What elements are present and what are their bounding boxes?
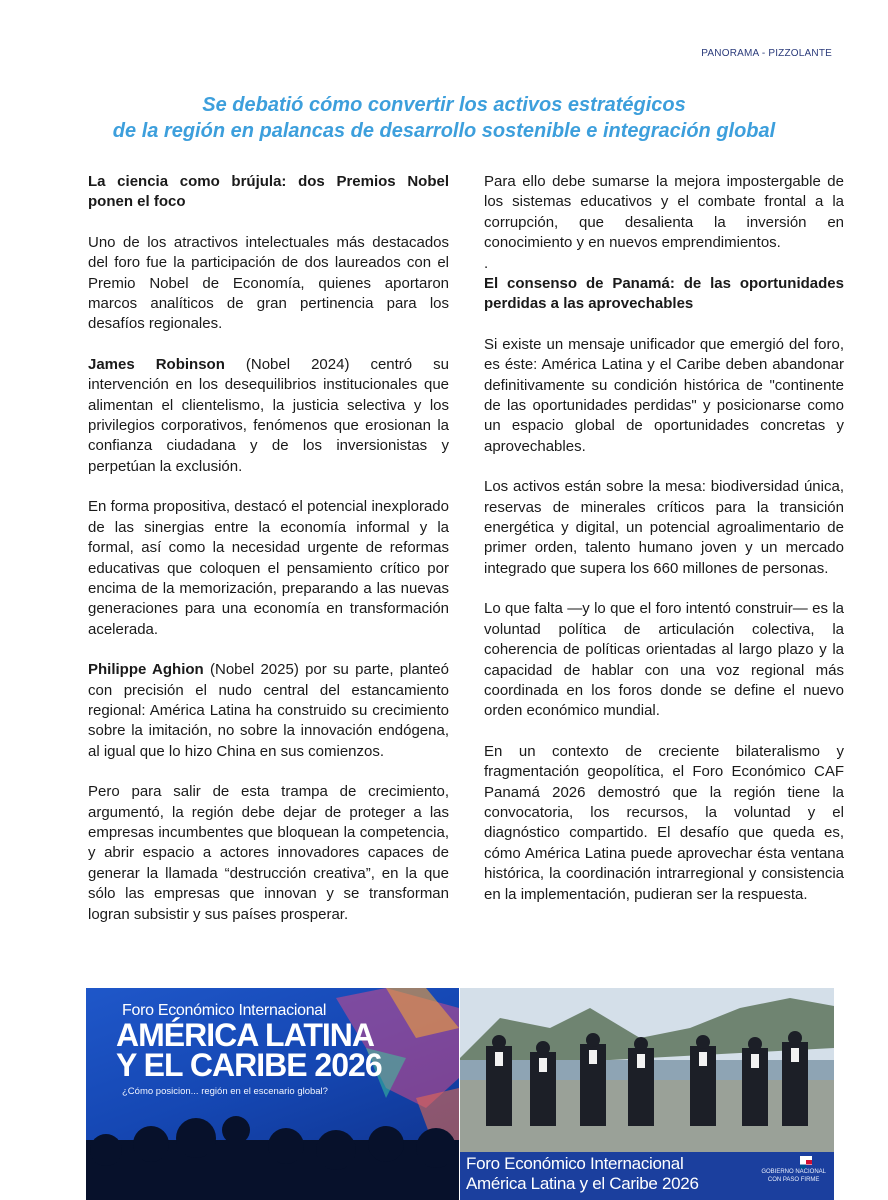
paragraph: En un contexto de creciente bilateralismo y fragmentación geopolítica, el Foro Económico CAF Panamá 2026 demostró que la región tiene la convocatoria, los recursos, la voluntad y el diagnóstico compartido. El desafío que queda es, cómo América Latina puede aprovechar ésta ventana histórica, la coordinación intrarregional y consistencia en la implementación, pudieran ser la respuesta. — [484, 742, 844, 903]
gov-line-1: GOBIERNO NACIONAL — [761, 1169, 826, 1175]
paragraph: Lo que falta —y lo que el foro intentó construir— es la voluntad política de articulación colectiva, la coherencia de políticas orientadas al largo plazo y la capacidad de hablar con una voz regional más coordinada en los foros donde se define el nuevo orden económico mundial. — [484, 600, 844, 720]
paragraph: Pero para salir de esta trampa de crecimiento, argumentó, la región debe dejar de proteger a las empresas incumbentes que bloquean la competencia, y abrir espacio a actores innovadores capaces de generar la llamada “destrucción creativa”, en la que sólo las empresas que innovan y se transforman logran subsistir y sus países prosperar. — [88, 783, 449, 923]
caption-line-2: América Latina y el Caribe 2026 — [466, 1174, 699, 1193]
right-column — [484, 172, 844, 925]
photo-caption-banner — [460, 1152, 834, 1200]
banner-line-1: AMÉRICA LATINA — [116, 1017, 374, 1053]
paragraph — [88, 355, 449, 477]
banner-small-text: Foro Económico Internacional — [122, 1002, 327, 1019]
paragraph — [88, 660, 449, 762]
section-header: PANORAMA - PIZZOLANTE — [701, 48, 832, 59]
photo-scene — [460, 988, 834, 1152]
title-line-2: de la región en palancas de desarrollo sostenible e integración global — [112, 120, 776, 142]
paragraph-text: (Nobel 2025) por su parte, planteó con precisión el nudo central del estancamiento regional: América Latina ha construido su crecimiento sobre la imitación, no sobre la innovación endógena, al igual que lo hizo China en sus comienzos. — [88, 661, 449, 760]
paragraph: Si existe un mensaje unificador que emergió del foro, es éste: América Latina y el Caribe deben abandonar definitivamente su condición histórica de "continente de las oportunidades perdidas" y posicionarse como un espacio global de oportunidades concretas y aprovechables. — [484, 335, 844, 455]
audience-silhouettes — [86, 1100, 459, 1200]
paragraph: Los activos están sobre la mesa: biodiversidad única, reservas de minerales críticos para la transición energética y digital, un potencial agroalimentario de primer orden, talento humano joven y un mercado integrado que supera los 660 millones de personas. — [484, 478, 844, 577]
paragraph: Para ello debe sumarse la mejora impostergable de los sistemas educativos y el combate frontal a la corrupción, que desalienta la inversión en conocimiento y en nuevos emprendimientos. — [484, 173, 844, 252]
paragraph: Uno de los atractivos intelectuales más destacados del foro fue la participación de dos laureados con el Premio Nobel de Economía, quienes aportaron marcos analíticos de gran pertinencia para los desafíos regionales. — [88, 233, 449, 333]
section-heading-nobel: La ciencia como brújula: dos Premios Nobel ponen el foco — [88, 173, 449, 211]
caption-line-1: Foro Económico Internacional — [466, 1154, 684, 1173]
banner-question: ¿Cómo posicion... región en el escenario global? — [122, 1086, 328, 1097]
leaders-group-photo — [460, 988, 834, 1200]
section-heading-consenso: El consenso de Panamá: de las oportunidades perdidas a las aprovechables — [484, 275, 844, 313]
name-aghion: Philippe Aghion — [88, 661, 204, 679]
government-logo — [761, 1168, 826, 1184]
banner-line-2: Y EL CARIBE 2026 — [116, 1047, 382, 1083]
name-robinson: James Robinson — [88, 355, 225, 373]
banner-big-text — [116, 1017, 382, 1083]
left-column — [88, 172, 449, 945]
forum-stage-photo — [86, 988, 459, 1200]
title-line-1: Se debatió cómo convertir los activos estratégicos — [202, 94, 686, 116]
paragraph: En forma propositiva, destacó el potencial inexplorado de las sinergias entre la economía informal y la formal, así como la necesidad urgente de reformas educativas que coloquen el pensamiento crítico por encima de la memorización, preparando a las nuevas generaciones para una economía en transformación acelerada. — [88, 498, 449, 638]
gov-line-2: CON PASO FIRME — [767, 1177, 820, 1183]
article-title — [0, 92, 888, 144]
panama-flag-icon — [800, 1156, 812, 1165]
stray-dot: . — [484, 254, 489, 272]
paragraph-text: (Nobel 2024) centró su intervención en los desequilibrios institucionales que alimentan el clientelismo, la justicia selectiva y los privilegios corporativos, fenómenos que erosionan la confianza ciudadana y de los inversionistas y perpetúan la exclusión. — [88, 355, 449, 475]
